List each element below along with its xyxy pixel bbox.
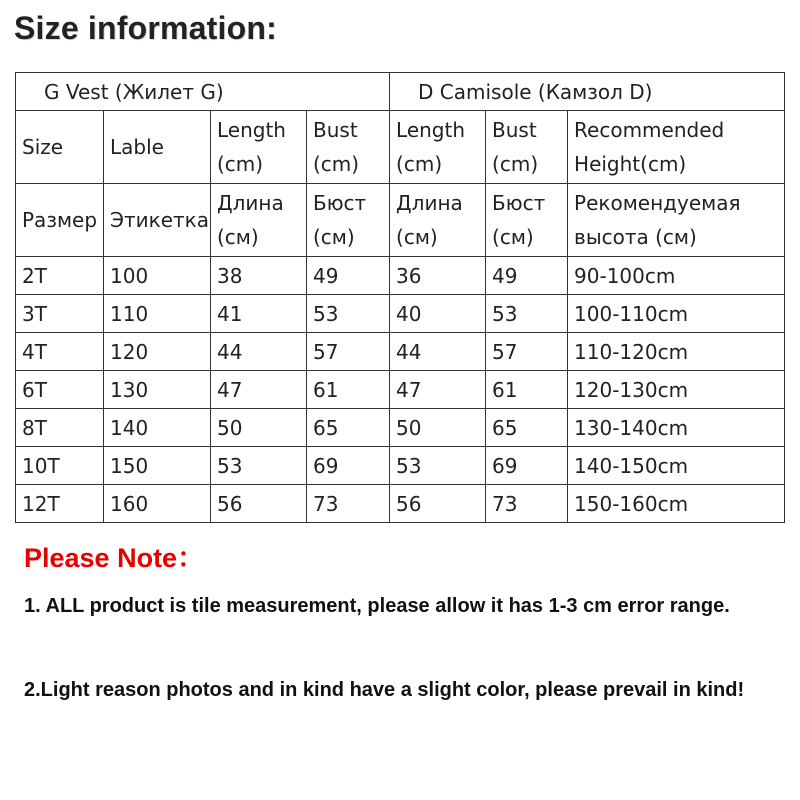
table-cell: 53 xyxy=(211,447,307,485)
table-cell: 140 xyxy=(104,409,211,447)
table-cell: 150 xyxy=(104,447,211,485)
header-cell: Length (cm) xyxy=(211,111,307,184)
group-header-camisole: D Camisole (Камзол D) xyxy=(390,73,785,111)
table-cell: 8T xyxy=(16,409,104,447)
table-cell: 160 xyxy=(104,485,211,523)
table-cell: 120-130cm xyxy=(568,371,785,409)
table-cell: 2T xyxy=(16,257,104,295)
table-cell: 40 xyxy=(390,295,486,333)
table-row xyxy=(16,257,785,295)
table-cell: 44 xyxy=(390,333,486,371)
table-cell: 65 xyxy=(486,409,568,447)
table-cell: 73 xyxy=(307,485,390,523)
header-cell: Бюст (см) xyxy=(486,184,568,257)
table-cell: 47 xyxy=(211,371,307,409)
table-cell: 50 xyxy=(390,409,486,447)
table-cell: 53 xyxy=(390,447,486,485)
note-item: 2.Light reason photos and in kind have a slight color, please prevail in kind! xyxy=(24,679,745,701)
table-cell: 4T xyxy=(16,333,104,371)
table-cell: 38 xyxy=(211,257,307,295)
header-cell: Size xyxy=(16,111,104,184)
header-cell: Рекомендуемая высота (см) xyxy=(568,184,785,257)
table-cell: 100-110cm xyxy=(568,295,785,333)
header-cell: Бюст (см) xyxy=(307,184,390,257)
table-cell: 47 xyxy=(390,371,486,409)
header-row-english xyxy=(16,111,785,184)
header-cell: Длина (см) xyxy=(211,184,307,257)
table-cell: 57 xyxy=(486,333,568,371)
header-cell: Recommended Height(cm) xyxy=(568,111,785,184)
table-cell: 140-150cm xyxy=(568,447,785,485)
table-cell: 12T xyxy=(16,485,104,523)
size-table xyxy=(15,72,785,523)
table-row xyxy=(16,295,785,333)
table-cell: 50 xyxy=(211,409,307,447)
table-cell: 120 xyxy=(104,333,211,371)
table-cell: 3T xyxy=(16,295,104,333)
header-cell: Этикетка xyxy=(104,184,211,257)
table-cell: 100 xyxy=(104,257,211,295)
table-cell: 130-140cm xyxy=(568,409,785,447)
table-cell: 65 xyxy=(307,409,390,447)
table-cell: 53 xyxy=(486,295,568,333)
table-cell: 69 xyxy=(486,447,568,485)
table-cell: 36 xyxy=(390,257,486,295)
table-cell: 61 xyxy=(307,371,390,409)
header-cell: Bust (cm) xyxy=(486,111,568,184)
table-row xyxy=(16,409,785,447)
page-title: Size information: xyxy=(14,10,277,46)
table-cell: 110-120cm xyxy=(568,333,785,371)
note-title: Please Note： xyxy=(24,543,205,573)
group-header-vest: G Vest (Жилет G) xyxy=(16,73,390,111)
table-cell: 69 xyxy=(307,447,390,485)
header-cell: Размер xyxy=(16,184,104,257)
table-cell: 44 xyxy=(211,333,307,371)
table-cell: 49 xyxy=(307,257,390,295)
table-cell: 49 xyxy=(486,257,568,295)
note-item: 1. ALL product is tile measurement, please allow it has 1-3 cm error range. xyxy=(24,595,730,617)
header-cell: Bust (cm) xyxy=(307,111,390,184)
table-cell: 90-100cm xyxy=(568,257,785,295)
header-cell: Lable xyxy=(104,111,211,184)
table-cell: 56 xyxy=(211,485,307,523)
table-cell: 130 xyxy=(104,371,211,409)
group-header-row xyxy=(16,73,785,111)
header-row-russian xyxy=(16,184,785,257)
table-cell: 73 xyxy=(486,485,568,523)
table-row xyxy=(16,333,785,371)
header-cell: Длина (см) xyxy=(390,184,486,257)
table-cell: 61 xyxy=(486,371,568,409)
table-cell: 110 xyxy=(104,295,211,333)
table-row xyxy=(16,447,785,485)
table-cell: 57 xyxy=(307,333,390,371)
table-row xyxy=(16,485,785,523)
table-row xyxy=(16,371,785,409)
table-cell: 41 xyxy=(211,295,307,333)
table-cell: 6T xyxy=(16,371,104,409)
table-cell: 10T xyxy=(16,447,104,485)
table-cell: 150-160cm xyxy=(568,485,785,523)
table-cell: 53 xyxy=(307,295,390,333)
table-cell: 56 xyxy=(390,485,486,523)
header-cell: Length (cm) xyxy=(390,111,486,184)
